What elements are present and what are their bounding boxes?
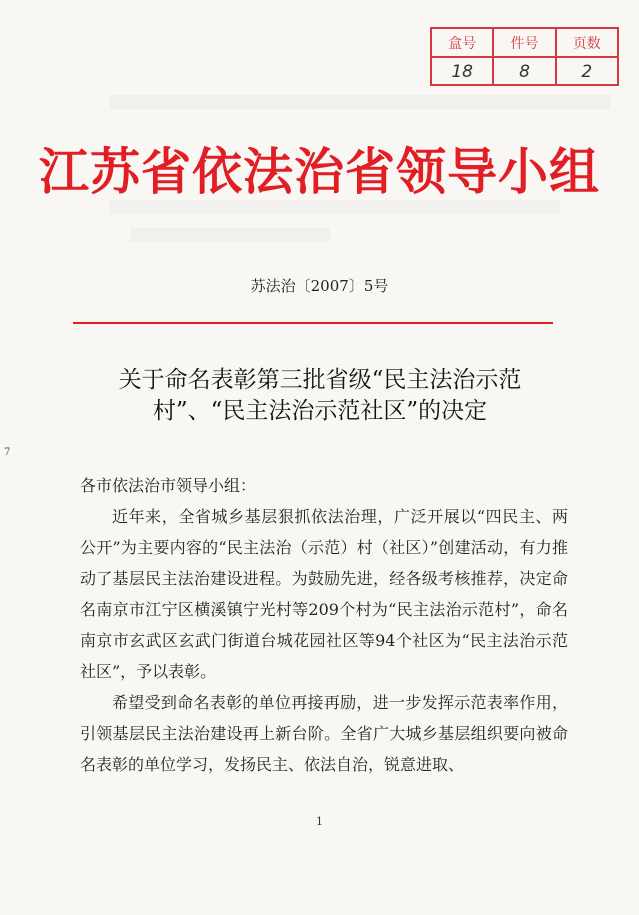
- stamp-pages-value: 2: [581, 61, 593, 82]
- document-title: [60, 365, 580, 427]
- red-divider-line: [73, 322, 553, 324]
- stamp-value-row: [432, 58, 617, 85]
- body-paragraph-2: 希望受到命名表彰的单位再接再励，进一步发挥示范表率作用，引领基层民主法治建设再上新台阶。全省广大城乡基层组织要向被命名表彰的单位学习，发扬民主、依法自治，锐意进取、: [80, 693, 568, 774]
- stamp-item-value: 8: [494, 58, 556, 85]
- archive-stamp: [430, 27, 619, 86]
- document-number: 苏法治〔2007〕5号: [250, 277, 389, 295]
- stamp-pages-label: 页数: [572, 35, 601, 52]
- stamp-item-label: 件号: [494, 29, 556, 56]
- bleed-through-mark: [110, 95, 610, 109]
- stamp-box-value: 18: [432, 58, 494, 85]
- title-line-2: 村”、“民主法治示范社区”的决定: [152, 398, 488, 424]
- stamp-header-row: [432, 29, 617, 58]
- margin-mark: 7: [4, 447, 11, 458]
- issuing-org-title: 江苏省依法治省领导小组: [39, 142, 600, 201]
- bleed-through-mark: [130, 228, 330, 242]
- body-paragraph-1: 近年来，全省城乡基层狠抓依法治理，广泛开展以“四民主、两公开”为主要内容的“民主法治（示范）村（社区）”创建活动，有力推动了基层民主法治建设进程。为鼓励先进，经各级考核推荐，决定命名南京市江宁区横溪镇宁光村等209个村为“民主法治示范村”，命名南京市玄武区玄武门街道台城花园社区等94个社区为“民主法治示范社区”，予以表彰。: [80, 507, 568, 681]
- title-line-1: 关于命名表彰第三批省级“民主法治示范: [118, 367, 522, 393]
- document-body: [80, 470, 568, 780]
- salutation: 各市依法治市领导小组：: [80, 476, 257, 495]
- stamp-box-label: 盒号: [432, 29, 494, 56]
- page-number: 1: [316, 815, 323, 828]
